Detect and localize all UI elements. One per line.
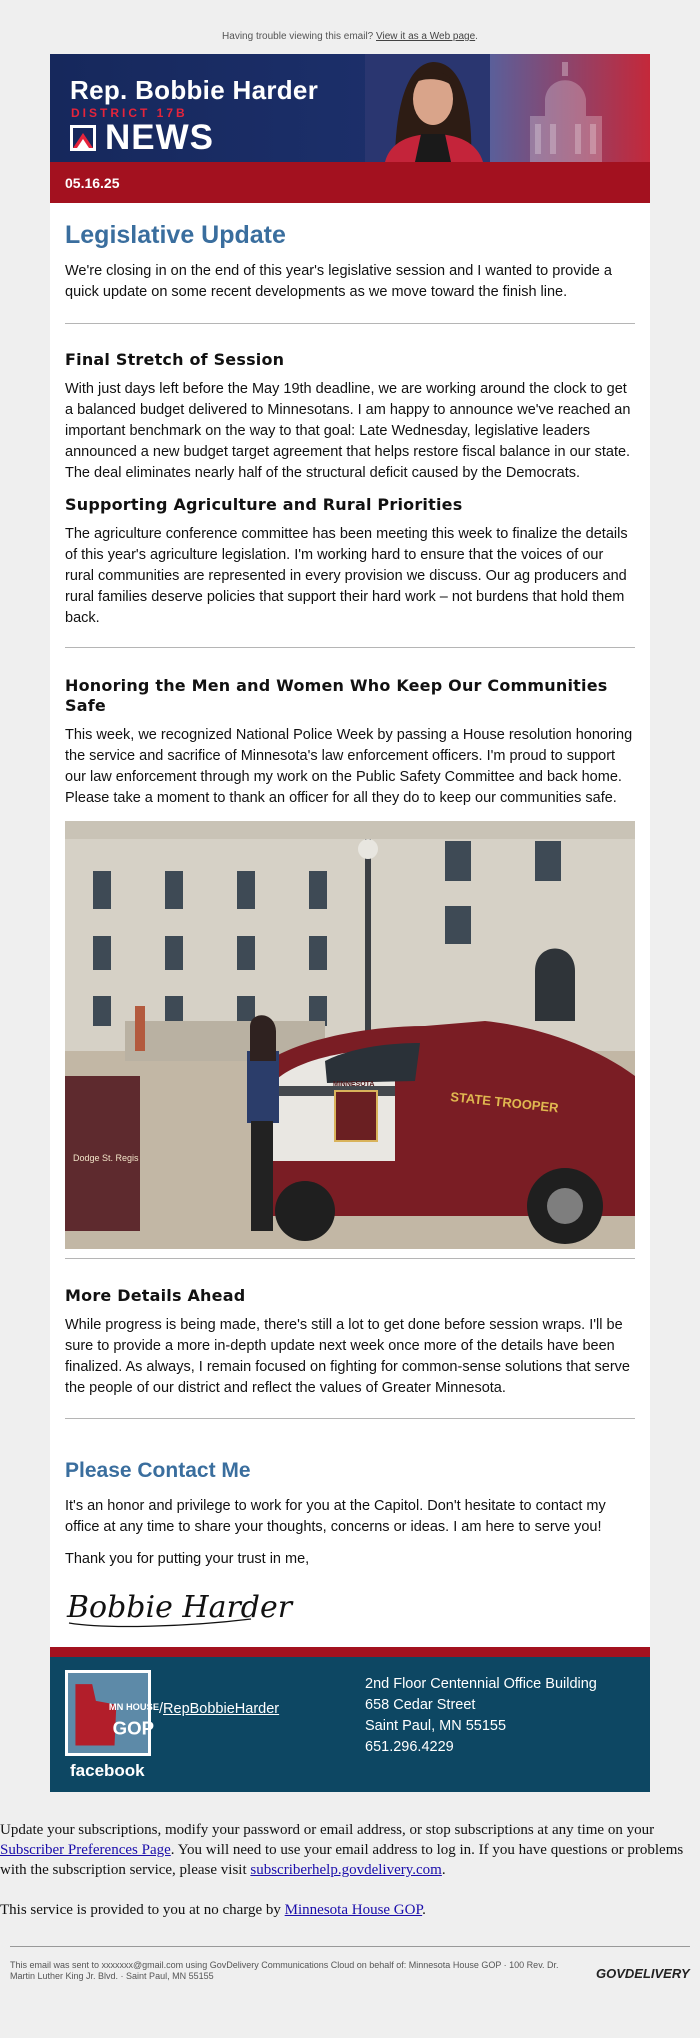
contact-thanks: Thank you for putting your trust in me, bbox=[65, 1551, 310, 1567]
signature-text: Bobbie Harder bbox=[67, 1590, 293, 1625]
newsletter-banner bbox=[50, 54, 650, 162]
section-divider bbox=[65, 1258, 635, 1259]
police-week-photo bbox=[65, 821, 635, 1249]
subscriber-preferences-link[interactable]: Subscriber Preferences Page bbox=[0, 1842, 171, 1858]
intro-title: Legislative Update bbox=[65, 221, 286, 249]
subscription-text: . bbox=[441, 1862, 446, 1878]
contact-text: It's an honor and privilege to work for you at the Capitol. Don't hesitate to contact my office at any time to share your thoughts, concerns or ideas. I am here to serve you! bbox=[65, 1498, 606, 1535]
section-title: Supporting Agriculture and Rural Priorities bbox=[65, 495, 463, 514]
section-title: Final Stretch of Session bbox=[65, 350, 285, 369]
banner-news-title: NEWS bbox=[105, 118, 214, 157]
office-phone: 651.296.4229 bbox=[365, 1739, 454, 1755]
subscription-text: . You will need to use your email address to log in. If you have questions or problems with the subscription service, please visit bbox=[0, 1842, 684, 1878]
fine-print-text: This email was sent to xxxxxxx@gmail.com using GovDelivery Communications Cloud on behalf of: Minnesota House GOP · 100 Rev. Dr. Martin Luther King Jr. Blvd. · Saint Paul, MN 55155 bbox=[10, 1960, 559, 1981]
view-web-page-link[interactable]: View it as a Web page bbox=[376, 31, 476, 42]
email-fine-print bbox=[0, 1920, 700, 2000]
photo-sign-text: Dodge St. Regis bbox=[73, 1153, 139, 1163]
address-line: 2nd Floor Centennial Office Building bbox=[365, 1676, 597, 1692]
section-title: More Details Ahead bbox=[65, 1286, 246, 1305]
section-divider bbox=[65, 1418, 635, 1419]
banner-rep-name: Rep. Bobbie Harder bbox=[70, 75, 319, 105]
section-text: This week, we recognized National Police Week by passing a House resolution honoring the service and sacrifice of Minnesota's law enforcement officers. I'm proud to support our law enforcement through my work on the Public Safety Committee and back home. Please take a moment to thank an officer for all they do to keep our communities safe. bbox=[65, 727, 633, 806]
section-title: Honoring the Men and Women Who Keep Our Communities Safe bbox=[65, 676, 608, 715]
mn-house-gop-logo[interactable] bbox=[65, 1670, 160, 1756]
service-text: . bbox=[422, 1902, 426, 1918]
service-paragraph bbox=[0, 1900, 700, 1920]
newsletter-footer bbox=[50, 1647, 650, 1792]
govdelivery-logo: GOVDELIVERY bbox=[596, 1966, 690, 1981]
office-address bbox=[365, 1674, 597, 1758]
banner-district: DISTRICT 17B bbox=[71, 106, 188, 120]
section-text: With just days left before the May 19th deadline, we are working around the clock to get a balanced budget delivered to Minnesotans. I am happy to announce we've reached an important benchmark on the way to that goal: Late Wednesday, legislative leaders announced a new budget target agreement that helps restore fiscal balance in our state. The deal eliminates nearly half of the structural deficit caused by the Democrats. bbox=[65, 381, 631, 481]
view-online-bar bbox=[0, 0, 700, 54]
photo-car-label: MINNESOTA bbox=[333, 1081, 375, 1088]
section-divider bbox=[65, 323, 635, 324]
capitol-building-graphic bbox=[490, 54, 650, 162]
section-text: While progress is being made, there's still a lot to get done before session wraps. I'll be sure to provide a more in-depth update next week once more of the details have been finalized. As always, I remain focused on fighting for common-sense solutions that serve the people of our district and reflect the values of Greater Minnesota. bbox=[65, 1317, 630, 1396]
service-text: This service is provided to you at no charge by bbox=[0, 1902, 285, 1918]
gop-logo-line1: MN HOUSE bbox=[108, 1702, 160, 1713]
address-line: Saint Paul, MN 55155 bbox=[365, 1718, 507, 1734]
subscription-notice bbox=[0, 1792, 700, 1920]
view-online-end: . bbox=[475, 31, 478, 42]
news-flag-icon bbox=[70, 125, 96, 151]
section-divider bbox=[65, 647, 635, 648]
photo-car-text: STATE TROOPER bbox=[449, 1089, 560, 1116]
subscriber-help-link[interactable]: subscriberhelp.govdelivery.com bbox=[250, 1862, 442, 1878]
subscription-text: Update your subscriptions, modify your password or email address, or stop subscriptions at any time on your bbox=[0, 1822, 655, 1838]
subscription-paragraph bbox=[0, 1820, 700, 1880]
view-online-text: Having trouble viewing this email? bbox=[222, 31, 374, 42]
facebook-handle-link[interactable]: RepBobbieHarder bbox=[163, 1701, 280, 1717]
section-text: The agriculture conference committee has been meeting this week to finalize the details of this year's agriculture legislation. I'm working hard to ensure that the voices of our rural communities are represented in every provision we discuss. Our ag producers and rural families deserve policies that support their hard work – not burdens that hold them back. bbox=[65, 526, 628, 626]
newsletter-content bbox=[50, 203, 650, 1633]
facebook-label[interactable]: facebook bbox=[70, 1761, 145, 1780]
signature-image bbox=[65, 1575, 293, 1633]
intro-text: We're closing in on the end of this year's legislative session and I wanted to provide a quick update on some recent developments as we move toward the finish line. bbox=[65, 263, 612, 300]
gop-logo-line2: GOP bbox=[112, 1717, 154, 1739]
address-line: 658 Cedar Street bbox=[365, 1697, 476, 1713]
facebook-handle bbox=[159, 1701, 279, 1717]
minnesota-house-gop-link[interactable]: Minnesota House GOP bbox=[284, 1902, 423, 1918]
email-body bbox=[50, 54, 650, 1792]
representative-portrait bbox=[365, 54, 500, 162]
facebook-handle-prefix: / bbox=[159, 1701, 164, 1717]
fine-print-divider bbox=[10, 1946, 690, 1947]
contact-title: Please Contact Me bbox=[65, 1459, 251, 1482]
issue-date: 05.16.25 bbox=[50, 162, 650, 203]
